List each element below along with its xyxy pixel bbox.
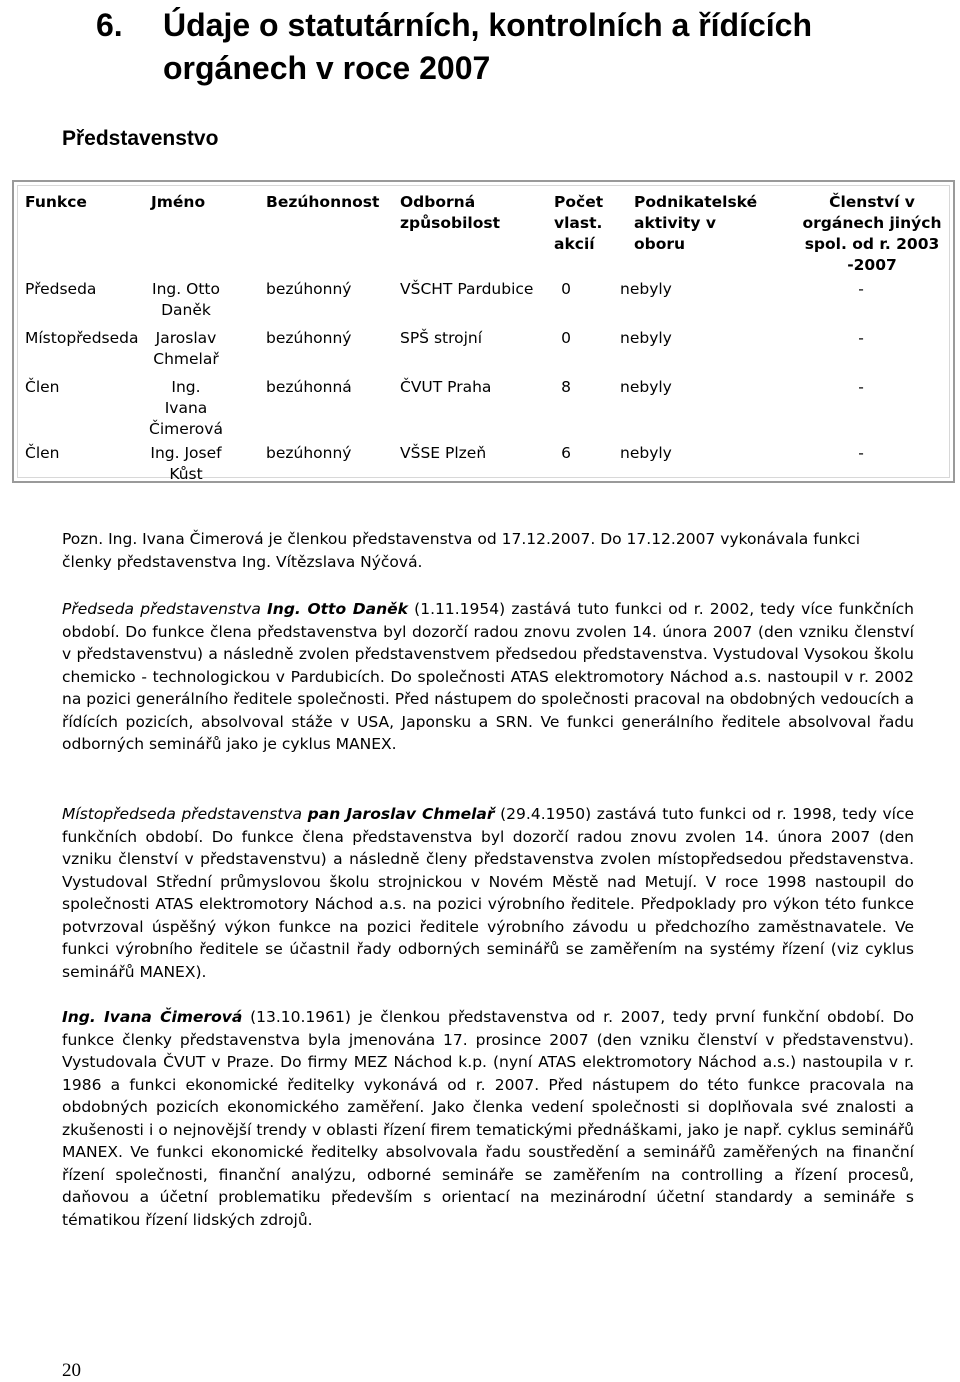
table-row: Předseda Ing. Otto Daněk bezúhonný VŠCHT Pardubice 0 nebyly - [25,280,864,319]
chapter-title: Údaje o statutárních, kontrolních a řídících orgánech v roce 2007 [163,7,812,86]
header-clenstvi: Členství v orgánech jiných spol. od r. 2003 -2007 [802,193,942,274]
person-name: Ing. Ivana Čimerová [62,1008,243,1026]
person-name: Ing. Otto Daněk [267,600,408,618]
header-podnikatelske-aktivity: Podnikatelské aktivity v oboru [634,193,758,253]
table-row: Člen Ing. Josef Kůst bezúhonný VŠSE Plzeň 6 nebyly - [25,444,864,483]
chapter-number: 6. [96,7,123,43]
paragraph-member: Ing. Ivana Čimerová (13.10.1961) je členkou představenstva od r. 2007, tedy první funkční období. Do funkce členky představenstva byla jmenována 17. prosince 2007 (den vzniku členství v představenstvu). Vystudovala ČVUT v Praze. Do firmy MEZ Náchod k.p. (nyní ATAS elektromotory Náchod a.s.) nastoupila v r. 1986 a funkci ekonomické ředitelky vykonává od r. 2007. Před nástupem do této funkce pracovala na obdobných pozicích ekonomického zaměření. Jako členka vedení společnosti si doplňovala své znalosti a zkušenosti i o nejnovější trendy v oblasti řízení firem tematickými přednáškami, jako je např. cyklus seminářů MANEX. Ve funkci ekonomické ředitelky absolvovala řadu soustředění a seminářů zaměřených na finanční řízení společnosti, finanční analýzu, odborné semináře se zaměřením na controlling a řízení procesů, daňovou a účetní problematiku především s orientací na mezinárodní účetní standardy a semináře s tématikou řízení lidských zdrojů. [62,1008,914,1229]
table-row: Místopředseda Jaroslav Chmelař bezúhonný SPŠ strojní 0 nebyly - [25,329,864,368]
role-label: Místopředseda představenstva [62,805,303,823]
page-number: 20 [62,1360,81,1381]
table-row: Člen Ing. Ivana Čimerová bezúhonná ČVUT Praha 8 nebyly - [25,378,864,438]
person-name: pan Jaroslav Chmelař [307,805,495,823]
header-odborna-zpusobilost: Odborná způsobilost [400,193,501,232]
table-header-row [14,182,946,276]
header-funkce: Funkce [25,193,87,211]
header-pocet-akcii: Počet vlast. akcií [554,193,604,253]
header-jmeno: Jméno [151,193,206,211]
paragraph-vice-chairman: Místopředseda představenstva pan Jaroslav Chmelař (29.4.1950) zastává tuto funkci od r. 1998, tedy více funkčních období. Do funkce člena představenstva byl dozorčí radou znovu zvolen 14. února 2007 (den vzniku členství v představenstvu) a následně členy představenstva zvolen místopředsedou představenstva. Vystudoval Střední průmyslovou školu strojnickou v Novém Městě nad Metují. V roce 1998 nastoupil do společnosti ATAS elektromotory Náchod a.s. na pozici výrobního ředitele. Předpoklady pro výkon této funkce potvrzoval úspěšný výkon funkce na pozici ředitele výrobního závodu u předchozího zaměstnavatele. Ve funkci výrobního ředitele se účastnil řady odborných seminářů se zaměřením na systémy řízení (viz cyklus seminářů MANEX). [62,805,915,981]
role-label: Předseda představenstva [62,600,261,618]
board-table-frame [12,180,955,483]
section-title: Představenstvo [62,127,219,150]
board-table [14,182,946,490]
table-note: Pozn. Ing. Ivana Čimerová je členkou představenstva od 17.12.2007. Do 17.12.2007 vykonávala funkci členky představenstva Ing. Vítězslava Nýčová. [62,530,861,571]
paragraph-chairman: Předseda představenstva Ing. Otto Daněk (1.11.1954) zastává tuto funkci od r. 2002, tedy více funkčních období. Do funkce člena představenstva byl dozorčí radou znovu zvolen 14. února 2007 (den vzniku členství v představenstvu) a následně zvolen představenstvem předsedou představenstva. Vystudoval Vysokou školu chemicko - technologickou v Pardubicích. Do společnosti ATAS elektromotory Náchod a.s. nastoupil v r. 2002 na pozici generálního ředitele společnosti. Před nástupem do společnosti pracoval na obdobných vedoucích a řídících pozicích, absolvoval stáže v USA, Japonsku a SRN. Ve funkci generálního ředitele absolvoval řadu odborných seminářů jako je cyklus MANEX. [62,600,914,753]
header-bezuhonnost: Bezúhonnost [266,193,380,211]
